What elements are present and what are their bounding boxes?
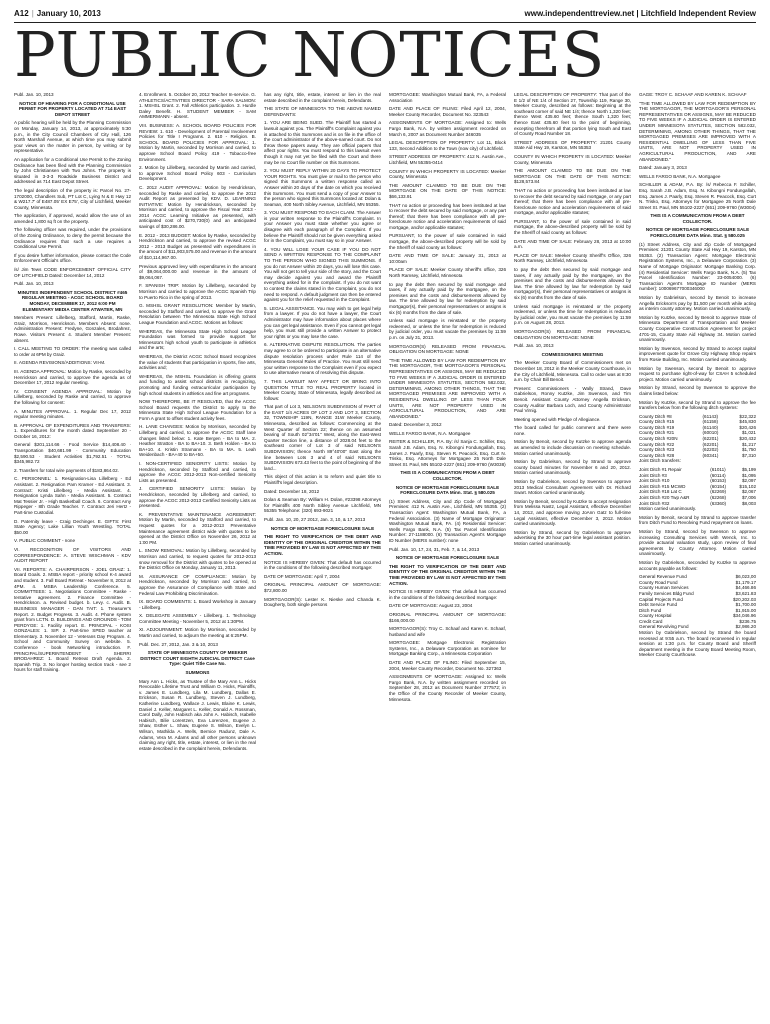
publication-date: Publ. Jan. 10, 2013: [514, 343, 554, 349]
notice-paragraph: Motion by Kutzke, second by Benoit to approve State of Minnesota Department of Transportation and Meeker County Cooperative Construction Agreement for project 4701-15, County State Aid Highway 34. Motion carried unanimously.: [639, 314, 756, 343]
table-cell: (61011): [710, 467, 726, 473]
fee-table: [639, 414, 756, 459]
notice-paragraph: Publ. Jan. 10, 2013: [14, 92, 54, 97]
table-cell: $2,097: [741, 478, 756, 484]
notice-paragraph: ASSIGNMENTS OF MORTGAGE: Assigned to: Wells Fargo Bank, N.A. by written assignment recorded on September 28, 2012 as Document Number 377572; in the Office of the County Recorder of Meeker County, Minnesota.: [389, 674, 506, 702]
table-cell: Family Services Bldg Fund: [639, 590, 694, 596]
header-rule: [14, 22, 756, 23]
table-cell: (62269): [710, 489, 727, 495]
notice-paragraph: 3. YOU MUST RESPOND TO EACH CLAIM. The Answer is your written response to the Plaintiff's Complaint. In your Answer you must state whether you agree or disagree with each paragraph of the Complaint. If you believe the Plaintiff should not be given everything asked for in the Complaint, you must say so in your Answer.: [264, 210, 381, 244]
notice-paragraph: III. AGENDA APPROVAL: Motion by Raske, seconded by Henrickson and carried, to approve the agenda as of December 17, 2012 regular meeting.: [14, 368, 131, 386]
column-5: [514, 92, 631, 1014]
notice-paragraph: F. SPANISH TRIP: Motion by Lillelberg, seconded by Morrison and carried to approve the ACGC Spanish Trip to Puerto Rico in the spring of 2013.: [139, 283, 256, 300]
notice-paragraph: DATE AND PLACE OF FILING: Filed April 12, 2004, Meeker County Recorder, Document No. 323543: [389, 106, 506, 117]
notice-paragraph: NOTICE OF MORTGAGE FORECLOSURE SALE: [395, 555, 500, 561]
notice-paragraph: THAT no action or proceeding has been instituted at law to recover the debt secured by said mortgage, or any part thereof; that there has been compliance with all pre-foreclosure notice and acceleration requirements of said mortgage, and/or applicable statutes;: [389, 202, 506, 230]
notice-paragraph: A public hearing will be held by the Planning Commission on Monday, January 14, 2013, at approximately 5:30 p.m., in the City Council Chambers of City Hall, 126 North Marshall Avenue, at which time you may submit your views on the matter in person, by writing or by representative.: [14, 120, 131, 154]
table-cell: $15,102: [739, 483, 756, 489]
table-cell: County Ditch #15: [639, 419, 675, 425]
notice-paragraph: G. MSHSL GRANT RESOLUTION: Member by Martin, seconded by Stafford and carried, to approve the Grant Resolution between The Minnesota State High School League Foundation and ACGC. Motions as follows:: [139, 303, 256, 325]
notice-paragraph: This object of this action is to reform and quiet title to Plaintiff's legal description.: [264, 474, 381, 485]
table-cell: (60114): [710, 472, 726, 478]
table-cell: $1,021: [741, 430, 756, 436]
notice-paragraph: DATE OF MORTGAGE: August 23, 2004: [389, 603, 473, 609]
notice-paragraph: "THE TIME ALLOWED BY LAW FOR REDEMPTION BY THE MORTGAGOR, THE MORTGAGOR'S PERSONAL REPRESENTATIVES OR ASSIGNS, MAY BE REDUCED TO FIVE WEEKS IF A JUDICIAL ORDER IS ENTERED UNDER MINNESOTA STATUTES, SECTION 582.032, DETERMINING, AMONG OTHER THINGS, THAT THE MORTGAGED PREMISES ARE IMPROVED WITH A RESIDENTIAL DWELLING OF LESS THAN FOUR UNITS, ARE NOT PROPERTY USED IN AGRICULTURAL PRODUCTION, AND ARE ABANDONED.": [389, 357, 506, 419]
notice-paragraph: M. ASSURANCE OF COMPLIANCE: Motion by Hendrickson, seconded by Morrison and carried, to approve the Assurance of Compliance with State and Federal Law Prohibiting Discrimination.: [139, 573, 256, 596]
notice-paragraph: Dated: December 3, 2012: [389, 422, 442, 428]
notice-paragraph: 6. ALTERNATIVE DISPUTE RESOLUTION. The parties may agree to or be ordered to participate in an alternative dispute resolution process under Rule 114 of the Minnesota General Rules of Practice. You must still send your written response to the Complaint even if you expect to use alternative means of resolving this dispute.: [264, 342, 381, 376]
table-cell: $2,067: [741, 489, 756, 495]
notice-paragraph: ORIGINAL PRINCIPAL AMOUNT OF MORTGAGE: $166,000.00: [389, 611, 506, 623]
table-cell: (62201): [702, 441, 719, 447]
table-cell: $4,466.86: [735, 585, 756, 591]
notice-paragraph: has any right, title, estate, interest or lien in the real estate described in the complaint herein, Defendants.: [264, 92, 381, 103]
notice-paragraph: D. Paternity leave - Craig Dechinger. E. GIFTS: First State Agency; Lake Lillian Youth Wrestling. TOTAL $50.00: [14, 518, 131, 535]
notice-paragraph: Joint Ditch transfers:: [639, 458, 681, 464]
table-cell: $3,621.83: [735, 590, 756, 596]
table-cell: $20,202.03: [733, 596, 756, 602]
notice-paragraph: Motion by Benoit, second by Kutzke to accept resignation from Melissa Nastz, Legal Assistant, effective December 14, 2012, and approve moving JoAnn Gatz to full-time Legal Assistant, effective December 3, 2012. Motion carried unanimously.: [514, 498, 631, 527]
notice-paragraph: Mary Ann L. Hicks, as Trustee of the Mary Ann L. Hicks Revocable Lifetime Trust and William O. Hicks, Plaintiffs, v. James E. Lundberg, Lila M. Lundberg, Dallas E. Erickson, Susan R. Lundberg, Steven J. Lundberg, Katherine Lundberg, Wallace J. Lewis, Blaine K. Lewis, Daniel J. Keller, Margaret L. Keller, Donald A. Rossman, Carol Dally, John Habisch aka John A. Habisch, Isabelle Habisch, Bilie Lorentzen, Eva Lorenzen, Eugene J. Shaw, Esther L. Shaw, Eugene S. Wilson, Evelyn L. Wilson, Mathilda A. Wells, Bernice Radunz, Dale A. Adams, Vera M. Adams and all other persons unknown claiming any right, title, estate, interest, or lien in the real estate described in the complaint herein, Defendants.: [139, 678, 256, 751]
notice-paragraph: 7. THIS LAWSUIT MAY AFFECT OR BRING INTO QUESTION TITLE TO REAL PROPERTY located in Meeker County, State of Minnesota, legally described as follows:: [264, 378, 381, 401]
notice-paragraph: Meeting opened with Pledge of Allegiance.: [514, 416, 601, 422]
notice-paragraph: NOTICE OF MORTGAGE FORECLOSURE SALE FORECLOSURE DATA Minn. Stat. § 580.025: [395, 484, 500, 496]
table-cell: $1,217: [741, 441, 756, 447]
notice-paragraph: MORTGAGOR(S): Lester K. Nieske and Chanda K. Dougherty, both single persons: [264, 596, 381, 608]
table-cell: (62201): [702, 436, 719, 442]
notice-heading: COMMISSIONERS MEETING: [541, 351, 604, 357]
notice-paragraph: II. AGENDA REVISIONS/ADDITIONS: VII-M.: [14, 360, 106, 366]
notice-paragraph: PURSUANT, to the power of sale contained in said mortgage, the above-described property will be sold by the Sheriff of said county as follows:: [389, 233, 506, 250]
column-1: [14, 92, 131, 1014]
notice-paragraph: DATE AND TIME OF SALE: February 28, 2013 at 10:00 a.m.: [514, 238, 631, 250]
notice-paragraph: MORTGAGEE: Mortgage Electronic Registration Systems, Inc., a Delaware Corporation as nominee for Mortgage Banking Corp., a Minnesota Corporation: [389, 640, 506, 657]
column-3: [264, 92, 381, 1014]
notice-paragraph: ASSIGNMENTS OF MORTGAGE: Assigned to: Wells Fargo Bank, N.A. by written assignment recorded on March 6, 2007 as Document Number 346035: [389, 120, 506, 137]
table-cell: $1,700.00: [735, 602, 756, 608]
table-cell: Capital Projects Fund: [639, 596, 683, 602]
table-cell: $8,003: [741, 500, 756, 506]
notice-paragraph: Motion carried unanimously.: [639, 506, 697, 512]
table-cell: County Ditch #22: [639, 441, 675, 447]
table-cell: County Human Services: [639, 585, 689, 591]
notice-paragraph: COUNTY IN WHICH PROPERTY IS LOCATED: Meeker County, Minnesota: [514, 153, 631, 165]
table-cell: $1,179.17: [735, 579, 756, 585]
notice-paragraph: IX. BOARD COMMENTS: 1. Board Workshop in January - Lillelberg.: [139, 599, 256, 610]
notice-paragraph: WELLS FARGO BANK, N.A. Mortgagee: [639, 173, 721, 179]
notice-paragraph: 2. YOU MUST REPLY WITHIN 20 DAYS TO PROTECT YOUR RIGHTS. You must give or mail to the person who signed this Summons a written response called an Answer within 20 days of the date on which you received this Summons. You must send a copy of your Answer to the person who signed this Summons located at: Dolan & Seaman, 400 North Sibley Avenue, Litchfield, MN 55355.: [264, 168, 381, 207]
notice-paragraph: THIS IS A COMMUNICATION FROM A DEBT COLLECTOR.: [650, 213, 745, 224]
page-number: A12: [14, 8, 29, 18]
notice-paragraph: THE STATE OF MINNESOTA TO THE ABOVE NAMED DEFENDANTS:: [264, 106, 381, 117]
notice-paragraph: The board called for public comment and there were none.: [514, 425, 631, 436]
table-cell: Joint Ditch #32: [639, 500, 670, 506]
fee-table: [639, 574, 756, 630]
notice-paragraph: General $201,114.66 · Food Service $14,408.40 · Transportation $40,681.99 · Community Education $2,590.53 · Student Activities $1,792.51 · TOTAL $345,982.72: [14, 442, 131, 465]
notice-paragraph: to pay the debt then secured by said mortgage and taxes, if any actually paid by the mortgagee, on the premises and the costs and disbursements allowed by law. The time allowed by law for redemption by said mortgagor(s), their personal representatives or assigns is six (6) months from the date of sale.: [389, 281, 506, 315]
notice-paragraph: Publ. Jan. 10, 20, 27 2012, Jan. 3, 10, & 17, 2013: [264, 516, 366, 522]
notice-paragraph: SCHILLER & ADAM, P.A. By: /s/ Rebecca F. Schiller, Esq. Sarah J.B. Adam, Esq. N. Kibongni Fondungallah, Esq. James J. Paarly, Esq. Steven R. Peacock, Esq. Curt N. Trisko, Esq. Attorneys for Mortgagee 25 North Dale Street St. Paul, MN 55102-2227 (651) 209-9760 (W3004): [639, 182, 756, 210]
table-cell: (61143): [702, 413, 719, 419]
notice-paragraph: 5. LEGAL ASSISTANCE. You may wish to get legal help from a lawyer. If you do not have a lawyer, the Court Administrator may have information about places where you can get legal assistance. Even if you cannot get legal help, you must still provide a written Answer to protect your rights or you may lose the case.: [264, 305, 381, 339]
notice-paragraph: Unless said mortgage is reinstated or the property redeemed, or unless the time for redemption is reduced by judicial order, you must vacate the premises by 11:59 p.m. on August 28, 2013.: [514, 303, 631, 326]
notice-paragraph: An application for a Conditional Use Permit to the Zoning Ordinance has been filed with the Planning Commission by John Christiansen with Two Johns. The property is situated in 3-3-3 Roadside Business District and addressed as 714 East Depot Street.: [14, 156, 131, 185]
notice-paragraph: Dolan & Seaman By: William H. Dolan, #23398 Attorneys for Plaintiffs 400 North Sibley Avenue Litchfield, MN 55355 Telephone: (320) 693-9021: [264, 497, 381, 514]
notice-paragraph: SUMMONS: [185, 670, 210, 676]
notice-paragraph: Motion by Gabrielson, second by Strand to approve county board minutes for November 6 and 20, 2012. Motion carried unanimously.: [514, 459, 631, 476]
table-cell: (63360): [710, 500, 727, 506]
notice-paragraph: WHEREAS, the District ACGC School Board recognizes the value of students that participation in sports, fine arts, activities and;: [139, 353, 256, 371]
notice-paragraph: Unless said mortgage is reinstated or the property redeemed, or unless the time for redemption is reduced by judicial order, you must vacate the premises by 11:59 p.m. on July 31, 2013.: [389, 318, 506, 340]
notice-paragraph: ORIGINAL PRINCIPAL AMOUNT OF MORTGAGE: $72,800.00: [264, 582, 381, 593]
notice-paragraph: STREET ADDRESS OF PROPERTY: 412 N. Austin Ave., Litchfield, MN 55355-0414: [389, 154, 506, 165]
table-cell: County Ditch #23: [639, 447, 675, 453]
table-cell: (61140): [702, 424, 719, 430]
notice-paragraph: Dated: December 18, 2012: [264, 488, 320, 494]
table-cell: (60153): [710, 478, 727, 484]
notice-paragraph: PURSUANT, to the power of sale contained in said mortgage, the above-described property will be sold by the Sheriff of said county as follows:: [514, 218, 631, 236]
notice-paragraph: THE RIGHT TO VERIFICATION OF THE DEBT AND IDENTITY OF THE ORIGINAL CREDITOR WITHIN THE TIME PROVIDED BY LAW IS NOT AFFECTED BY THIS ACTION.: [389, 563, 506, 586]
section-banner: PUBLIC NOTICES: [14, 26, 606, 84]
notice-paragraph: WHEREAS, the Minnesota State High School League Foundation was formed to provide support for Minnesota's high school youth to participate in athletics and the arts;: [139, 328, 256, 351]
notice-paragraph: MORTGAGOR(S): Troy C. Schaaf and Karen K. Schaaf, husband and wife: [389, 626, 506, 637]
table-cell: $1,750: [741, 447, 756, 453]
table-cell: County Hospital: [639, 613, 672, 619]
notice-paragraph: (1) Street Address, City and Zip Code of Mortgaged Premises: 21201 County State Aid Hwy 19, Karston, MN 55353. (2) Transaction Agent: Mortgage Electronic Registration Systems, Inc., a Delaware Corporation. (3) Name of Mortgage Originator: Mortgage Banking Corp. (4) Residential Servicer: Wells Fargo Bank, N.A. (5) Tax Parcel Identification Number: 23-0054000. (6) Transaction Agent's Mortgage ID Number (MERS number): 100069677000346000: [639, 241, 756, 292]
table-cell: Joint Ditch #1 Repair: [639, 467, 682, 473]
table-cell: $236.75: [739, 618, 756, 624]
table-cell: County Ditch #8: [639, 413, 672, 419]
notice-paragraph: The application, if approved, would allow the use of an amended 1,800 sq ft on the property.: [14, 213, 131, 224]
notice-paragraph: If you desire further information, please contact the Code Enforcement Official's office.: [14, 252, 131, 264]
notice-paragraph: (1) Street Address, City and Zip Code of Mortgaged Premises: 412 N. Austin Ave., Litchfield, MN 55355. (2) Transaction Agent: Washington Mutual Bank, FA, a Federal Association. (3) Name of Mortgage Originator: Washington Mutual Bank, FA. (4) Residential Servicer: Wells Fargo Bank, N.A. (5) Tax Parcel Identification Number: 27-1188000. (6) Transaction Agent's Mortgage ID Number (MERS number): none: [389, 498, 506, 543]
notice-paragraph: A. MINUTES APPROVAL. 1. Regular Dec 17, 2012 regular meeting minutes.: [14, 408, 131, 420]
notice-paragraph: /s/ Jim Tews CODE ENFORCEMENT OFFICIAL CITY OF LITCHFIELD Dated: December 14, 2012: [14, 267, 131, 278]
table-cell: General Revolving Fund: [639, 624, 689, 630]
notice-paragraph: GAGE: TROY C. SCHAAF AND KAREN K. SCHAAF: [639, 92, 747, 97]
table-cell: $5,199: [741, 467, 756, 473]
notice-paragraph: DATE AND PLACE OF FILING: Filed September 15, 2004, Meeker County Recorder, Document No. 327363: [389, 660, 506, 671]
notice-paragraph: L. SNOW REMOVAL: Motion by Lillelberg, seconded by Morrison and carried, to request quotes for 2012-2013 snow removal for the District with quotes to be opened at the District Office on Monday, January 11, 2013.: [139, 548, 256, 571]
notice-paragraph: 4. YOU WILL LOSE YOUR CASE IF YOU DO NOT SEND A WRITTEN RESPONSE TO THE COMPLAINT TO THE PERSON WHO SIGNED THIS SUMMONS. If you do not Answer within 20 days, you will lose this case. You will not get to tell your side of the story, and the Court may decide against you and award the Plaintiff everything asked for in the complaint. If you do not want to contest the claims stated in the Complaint, you do not need to respond. A default judgment can then be entered against you for the relief requested in the Complaint.: [264, 246, 381, 303]
table-cell: $1,915.00: [735, 607, 756, 613]
notice-paragraph: H. LANE CHANGES: Motion by Morrison, seconded by Lillelberg and carried, to approve the ACGC Staff lane changes listed below: 1. Kate Bergen - BA to MA. 2. Heather Stratton - BA to BA+10. 3. Beth Holden - BA to BA+10. 4. Kristin Stramann - BA to MA. 5. Leah Weidenbach - BA+40 to BA+50.: [139, 424, 256, 458]
page-header: [14, 6, 756, 20]
table-cell: $34,046.96: [733, 613, 756, 619]
table-cell: County Ditch #20N: [639, 436, 678, 442]
notice-paragraph: 1. YOU ARE BEING SUED. The Plaintiff has started a lawsuit against you. The Plaintiff's Complaint against you is attached to this Summons and is on file in the office of the court administrator of the above-named court. Do not throw these papers away. They are official papers that affect your rights. You must respond to this lawsuit even though it may not yet be filed with the Court and there may be no Court file number on this Summons.: [264, 120, 381, 165]
table-cell: $20,426: [739, 424, 756, 430]
notice-paragraph: MORTGAGEE: Washington Mutual Bank, FA, a Federal Association: [389, 92, 506, 103]
table-cell: Credit Card: [639, 618, 663, 624]
table-cell: $6,023,00: [735, 574, 756, 580]
notice-paragraph: Motion by Swenson, second by Strand to accept capital improvement quote for Grove City Highway Shop repairs from Rosie Building, Inc. Motion carried unanimously.: [639, 345, 756, 362]
notice-paragraph: THE RIGHT TO VERIFICATION OF THE DEBT AND IDENTITY OF THE ORIGINAL CREDITOR WITHIN THE TIME PROVIDED BY LAW IS NOT AFFECTED BY THIS ACTION.: [264, 534, 381, 556]
table-cell: $20,432: [739, 436, 756, 442]
notice-paragraph: THE AMOUNT CLAIMED TO BE DUE ON THE MORTGAGE ON THE DATE OF THIS NOTICE: $128,573.84: [514, 168, 631, 185]
notice-paragraph: THIS IS A COMMUNICATION FROM A DEBT COLLECTOR.: [400, 470, 495, 482]
notice-paragraph: NOTICE IS HEREBY GIVEN: That default has occurred in the conditions of the following described mortgage:: [389, 589, 506, 600]
notice-paragraph: Members Present: Lillelberg, Stafford, Martin, Raske, Graiz, Morrison, Henrickson. Members Absent: none. Administration Present: Fredyne, Gonzales, Brodahrez, Rowe. Visitors Present: 4. Student Member Present: absent.: [14, 315, 131, 343]
notice-paragraph: STATE OF MINNESOTA COUNTY OF MEEKER DISTRICT COURT EIGHTH JUDICIAL DISTRICT Case Type: Quiet Title Case No.: [140, 650, 255, 667]
notice-paragraph: VI. RECOGNITION OF VISITORS AND CORRESPONDENCE: A. STEVE WISCHMAN - KDV AUDIT REPORT: [14, 546, 131, 564]
notice-paragraph: MINUTES INDEPENDENT SCHOOL DISTRICT #465 REGULAR MEETING - ACGC SCHOOL BOARD MONDAY, DECEMBER 17, 2012 6:00 PM ELEMENTARY MEDIA CENTER ATWATER, MN: [17, 289, 128, 312]
notice-paragraph: THAT no action or proceeding has been instituted at law to recover the debt secured by said mortgage, or any part thereof; that there has been compliance with all pre-foreclosure notice and acceleration requirements of said mortgage, and/or applicable statutes;: [514, 187, 631, 216]
table-cell: $1,095: [741, 472, 756, 478]
notice-paragraph: B. APPROVAL OF EXPENDITURES AND TRANSFERS: 1. Expenditures for the month dated September 20 - October 16, 2012:: [14, 422, 131, 439]
notice-paragraph: E. 2012 - 2013 BUDGET: Motion by Raske, seconded by Hendrickson and carried, to approve the revised ACGC 2012 - 2013 Budget as presented with expenditures in the amount of $11,903,575.00 and revenue in the amount of $10,114,967.00.: [139, 232, 256, 261]
notice-paragraph: 4. Enrollment. 5. October 20, 2012 Teacher In-service. G. ATHLETICS/ACTIVITIES DIRECTOR - SARA SALMON: 1. MSHSL Grant. 2. Fall Athletics participation. 3. Hurdle Daley Benefit. H. STUDENT MEMBER - SAM AMMERMANN - absent.: [139, 92, 256, 120]
table-cell: General Revenue Fund: [639, 574, 687, 580]
site-url: www.independenttreview.net | Litchfield Independent Review: [524, 8, 756, 18]
notice-paragraph: DATE AND TIME OF SALE: January 31, 2013 at 10:00am: [389, 253, 506, 264]
notice-paragraph: I. CALL MEETING TO ORDER: The meeting was called to order at 6PM by Graiz.: [14, 346, 131, 357]
notice-paragraph: The following officer was required, under the provisions of the Zoning Ordinance, to deny the permit because the Ordinance requires that such a use requires a Conditional Use Permit.: [14, 227, 131, 250]
notice-paragraph: IV. CONSENT AGENDA APPROVAL: Motion by Lillelberg, seconded by Raske and carried, to approve the following for consent:: [14, 388, 131, 405]
notice-paragraph: Motion by Strand, second by Gabrielson to approve advertising the 30 hour part-time legal assistant position. Motion carried unanimously.: [514, 529, 631, 546]
notice-paragraph: The legal description of the property is: Parcel No. 27-1702000, Chandlers Sub, PT Lot C, Lying N & E Hwy 12 & W217.7' of E487.05' EX E75', City of Litchfield, Meeker County, Minnesota.: [14, 187, 131, 210]
table-cell: County Ditch #21: [639, 430, 675, 436]
notice-paragraph: Motion by Gabrielson, second by Swenson to approve 2013 Medical Consultant Agreement with Dr. Richard Swart. Motion carried unanimously.: [514, 479, 631, 496]
table-cell: (62202): [702, 447, 719, 453]
table-cell: (60341): [702, 452, 719, 458]
notice-paragraph: NOW THEREFORE, BE IT RESOLVED, that the ACGC School Board requests the District to apply to the Minnesota State High School League Foundation for a Form A grant to offset student activity fees.: [139, 399, 256, 421]
notice-paragraph: Publ. Jan. 10, 2013: [14, 281, 54, 287]
table-cell: (61158): [702, 419, 719, 425]
fee-table: [639, 467, 756, 506]
notice-paragraph: Motion by Swenson, second by Benoit to approve request to purchase right-of-way for CSAH 5 scheduled project. Motion carried unanimously.: [639, 365, 756, 382]
notice-paragraph: VIII. BUSINESS: A. SCHOOL BOARD POLICIES FOR REVIEW: 1. 610 - Development of Parental Involvement Policies for Title I Programs. 2. 610 - Religion. B. SCHOOL BOARD POLICIES FOR APPROVAL: 1. Motion by Martin, seconded by Morrison and carried, to approve School Board Policy 419 - Tobacco-free Environment.: [139, 122, 256, 162]
column-6: [639, 92, 756, 1014]
notice-paragraph: V. PUBLIC COMMENT - none: [14, 538, 76, 544]
notice-paragraph: Motion by Benoit, second by Strand to approve transfer from Ditch Fund to Revolving Fund repayment on loans.: [639, 514, 756, 526]
table-cell: (60010): [702, 430, 719, 436]
notice-paragraph: MORTGAGOR(S) RELEASED FROM FINANCIAL OBLIGATION ON MORTGAGE: NONE: [389, 343, 506, 355]
notice-paragraph: Motion by Strand, second by Swenson to approve increasing Consulting Services with Wenck, Inc. to provide actuarial valuation study, upon review of final agreements by County Attorney. Motion carried unanimously.: [639, 528, 756, 557]
table-cell: Joint Ditch #20 Twp A&R: [639, 495, 690, 500]
notice-columns: [14, 92, 756, 1014]
notice-paragraph: Publ. Dec. 27, 2012, Jan. 3 & 10, 2013: [139, 641, 218, 647]
notice-paragraph: Motion by Gabrielson, seconded by Kutzke to approve accounts payable as follows:: [639, 559, 756, 571]
notice-paragraph: STREET ADDRESS OF PROPERTY: 21201 County State Aid Hwy 19, Karston, MN 55353: [514, 139, 631, 151]
notice-paragraph: Present: Commissioners - Wally Strand, Dave Gabrielson, Ronny Kutzke, Jim Swenson, and Tim Benoit. Assistant County Attorney Angella Erickson, County Auditor Barbara Loch, and County Administrator Paul Virnig.: [514, 385, 631, 414]
notice-paragraph: Dated: January 3, 2013: [639, 165, 687, 171]
notice-paragraph: Previous approved levy with expenditures in the amount of $9,064,000.00 and revenue in the amount of $9,064,067.: [139, 263, 256, 280]
notice-paragraph: 2. Transfers for total wire payments of $183,864.02.: [14, 467, 119, 473]
notice-paragraph: NOTICE OF HEARING FOR A CONDITIONAL USE PERMIT FOR PROPERTY LOCATED AT 714 EAST DEPOT STREET: [18, 100, 127, 117]
notice-paragraph: Motion by Kutzke, second by Strand to approve the fee transfers below from the following ditch systems:: [639, 399, 756, 411]
column-4: [389, 92, 506, 1014]
page-folio: A12 | January 10, 2013: [14, 8, 101, 18]
table-cell: Joint Ditch #10: [639, 478, 670, 484]
table-cell: Joint Ditch #15 MCWD: [639, 483, 686, 489]
table-cell: $7,310: [741, 452, 756, 458]
table-cell: $22,322: [739, 413, 756, 419]
notice-paragraph: X. DELEGATE ASSEMBLY - Lillelberg. 1. Technology Committee Meeting - November 5, 2012 at 1:30PM.: [139, 613, 256, 624]
table-cell: (60154): [710, 483, 727, 489]
notice-paragraph: COUNTY IN WHICH PROPERTY IS LOCATED: Meeker County, Minnesota: [389, 168, 506, 180]
notice-paragraph: DATE OF MORTGAGE: April 7, 2004: [264, 573, 340, 579]
notice-paragraph: REITER & SCHILLER, P.A. By: /s/ Sanja C. Schiller, Esq. Sarah J.B. Adam, Esq. N. Kibongni Fondungallah, Esq. James J. Paarly, Esq. Steven R. Peacock, Esq. Curt N. Trisko, Esq. Attorneys for Mortgagee 25 North Dale Street St. Paul, MN 55102-2227 (651) 209-9760 (W3038): [389, 439, 506, 467]
table-cell: $45,830: [739, 419, 756, 425]
notice-paragraph: to pay the debt then secured by said mortgage and taxes, if any actually paid by the mortgagee, on the premises and the costs and disbursements allowed by law. The time allowed by law for redemption by said mortgagor(s), their personal representatives or assigns is six (6) months from the date of sale.: [514, 267, 631, 300]
notice-paragraph: NOTICE IS HEREBY GIVEN: That default has occurred in the conditions of the following described mortgage:: [264, 559, 381, 571]
notice-paragraph: 2. Motion by Lillelberg, seconded by Martin and carried, to approve School Board Policy 603 - Curriculum Development.: [139, 165, 256, 182]
notice-paragraph: That part of Lot 3, NELSON'S SUBDIVISION of PART of the EAST 1/4 ACRES OF LOT 2 AND LOT 3, SECTION 32, TOWNSHIP 119N, RANGE 31W Meeker County, Minnesota, described as follows: Commencing at the West Quarter of Section 22; thence on an assumed bearing of South 02°34'01" West, along the East-West Quarter Section line, a distance of 2028.04 feet to the southeast corner of Lot 3 of said NELSON'S SUBDIVISION; thence North 89°40'00" East along the line between Lots 3 and 4 of said NELSON'S SUBDIVISION 673.43 feet to the point of beginning of the land...: [264, 404, 381, 471]
notice-paragraph: LEGAL DESCRIPTION OF PROPERTY: That part of the E 1/2 of NE 1/4 of Section 27, Township 119, Range 30, Meeker County, described as follows: Beginning at the southeast corner of said NE 1/4; thence North 1,320 feet; thence West 435.60 feet; thence South 1,320 feet; thence East 435.60 feet to the point of beginning, excepting therefrom all that portion lying South and East of County Road Number 18.: [514, 92, 631, 137]
column-2: [139, 92, 256, 1014]
notice-paragraph: "THE TIME ALLOWED BY LAW FOR REDEMPTION BY THE MORTGAGOR, THE MORTGAGOR'S PERSONAL REPRESENTATIVES OR ASSIGNS, MAY BE REDUCED TO FIVE WEEKS IF A JUDICIAL ORDER IS ENTERED UNDER MINNESOTA STATUTES, SECTION 582.032, DETERMINING, AMONG OTHER THINGS, THAT THE MORTGAGED PREMISES ARE IMPROVED WITH A RESIDENTIAL DWELLING OF LESS THAN FIVE UNITS, ARE NOT PROPERTY USED IN AGRICULTURAL PRODUCTION, AND ARE ABANDONED.": [639, 100, 756, 162]
table-cell: $2,986.20: [735, 624, 756, 630]
notice-paragraph: K. PREVENTATIVE MAINTENANCE AGREEMENT: Motion by Martin, seconded by Stafford and carried, to request quotes for a 2012-2013 Preventative Maintenance agreement district wide with quotes to be opened at the District Office on November 26, 2012 at 1:00 PM.: [139, 511, 256, 545]
page-date: January 10, 2013: [36, 8, 101, 18]
table-cell: $7,006: [741, 495, 756, 500]
table-cell: Ditch Fund: [639, 607, 662, 613]
notice-paragraph: Motion by Benoit, second by Kutzke to approve agenda as amended to include discussion on meeting schedule. Motion carried unanimously.: [514, 439, 631, 456]
notice-paragraph: Motion by Gabrielson, second by Strand the board recessed at 9:55 a.m. The board reconvened in regular session at 1:30 p.m. for County Board and Sheriff department meeting in the County Board Meeting Room, Meeker County Courthouse.: [639, 630, 756, 658]
notice-paragraph: NOTICE OF MORTGAGE FORECLOSURE SALE FORECLOSURE DATA Minn. Stat. § 580.025: [645, 227, 750, 239]
table-cell: County Ditch #28: [639, 452, 675, 458]
notice-paragraph: WELLS FARGO BANK, N.A. Mortgagee: [389, 430, 471, 436]
notice-paragraph: VII. REPORTS: A. CHAIRPERSON - JOEL GRAIZ: 1. Board Goals. 2. MSBA report - priority school K-4 award and student. 3. Fall Board Retreat - November 8, 2012 at 4PM. 4. MSBA Leadership Conference. 5. COMMITTEES: 1. Negotiations Committee - Raske - tentative agreement. 2. Finance Committee - Hendrickson. a. Revised budget. b. Levy. c. Audit. B. BUSINESS MANAGER - DAN TAIT: 1. Treasurer's Report. 2. Budget Progress. 3. Audit. 4. Phone system grant from LCTN. D. BUILDINGS AND GROUNDS - TOM PERDYGE: 1. Facility report. E. PRINCIPAL - KOSI GONZALES: 1. SIP. 2. Part-time SPED teacher at Elementary. 3. November 12 - Veterans Day Program. 4. School and Community Survey on website. 5. Conference - book Networking introduction. F. PRINCIPAL/SUPERINTENDENT - SHERRI BRODAHREZ: 1. Board Retreat Draft Agenda. 2. Spanish Trip. 3. No longer hosting section track - see 2 hours for staff training.: [14, 566, 131, 673]
notice-paragraph: NOTICE OF MORTGAGE FORECLOSURE SALE: [270, 525, 375, 531]
table-cell: Joint Ditch #3: [639, 472, 667, 478]
notice-paragraph: C. PERSONNEL: 1. Resignation-Lisa Lillelberg - Ed Assistant. 2. Resignation Pam Kramer - Ed Assistant. 3. Contract: Kristi Lillelberg - Media Assistant. 4. Resignation Lynda Sahn - Media Assistant. 5. Contract Mat Tessier Jr. - High Basketball Coach. 6. Contract Amy Rippeger - 8th Grade Teacher. 7. Contract Jeri Hertz - Part-time Custodial.: [14, 476, 131, 515]
notice-paragraph: Publ. Jan. 10, 17, 24, 31, Feb. 7, & 14, 2013: [389, 546, 480, 552]
notice-paragraph: WHEREAS, the MSHSL Foundation is offering grants and funding to assist school districts in recognizing, promoting and funding extracurricular participation by high school students in athletics and fine art programs.: [139, 373, 256, 396]
notice-paragraph: J. CERTIFIED SENIORITY LISTS: Motion by Hendrickson, seconded by Lillelberg and carried, to approve the ACGC 2012-2013 Certified Seniority Lists as presented.: [139, 486, 256, 509]
notice-paragraph: XI. ADJOURNMENT: Motion by Morrison, seconded by Martin and carried, to adjourn the meeting at 6:25PM.: [139, 627, 256, 639]
table-cell: County Ditch #19: [639, 424, 675, 430]
table-cell: Debt Service Fund: [639, 602, 678, 608]
notice-paragraph: LEGAL DESCRIPTION OF PROPERTY: Lot 11, Block 133, Second Addition to the Town (now city) of Litchfield.: [389, 140, 506, 151]
table-cell: (62268): [710, 495, 727, 500]
notice-paragraph: PLACE OF SALE: Meeker County Sheriff's Office, 326 North Ramsey, Litchfield, Minnesota: [514, 252, 631, 264]
notice-paragraph: PLACE OF SALE: Meeker County Sheriff's office, 326 North Ramsey, Litchfield, Minnesota: [389, 267, 506, 279]
notice-paragraph: Motion by Strand, second by Swenson to approve the claims listed below:: [639, 385, 756, 396]
table-cell: Joint Ditch #18 Lat C: [639, 489, 682, 495]
table-cell: County Road Fund: [639, 579, 678, 585]
notice-paragraph: THE AMOUNT CLAIMED TO BE DUE ON THE MORTGAGE ON THE DATE OF THIS NOTICE: $66,133.91: [389, 182, 506, 199]
notice-paragraph: Motion by Gabrielson, second by Benoit to increase Angella Erickson's pay by $1,500 per month while acting as interim county attorney. Motion carried unanimously.: [639, 295, 756, 312]
notice-paragraph: I. NON-CERTIFIED SENIORITY LISTS: Motion by Hendrickson, seconded by Stafford and carried, to approve the ACGC 2012-2013 Non-certified Seniority Lists as presented.: [139, 461, 256, 483]
notice-paragraph: The Meeker County Board of Commissioners met on December 18, 2012 in the Meeker County Courthouse, in the City of Litchfield, Minnesota. Call to order was at 8:30 a.m. by Chair Bill Benoit.: [514, 360, 631, 383]
notice-paragraph: MORTGAGOR(S) RELEASED FROM FINANCIAL OBLIGATION ON MORTGAGE: NONE: [514, 328, 631, 340]
notice-paragraph: C. 2012 AUDIT APPROVAL: Motion by Hendrickson, seconded by Raske and carried, to approve the 2012 Audit Report as presented by KDV. D. LEARNING INITIATIVE: Motion by Hendrickson, seconded by Morrison and carried, to approve the Fiscal Year 2013 - 2014 ACGC Learning Initiative as presented, with anticipated cost of $270,730(0) and an anticipated savings of $30,286.00.: [139, 184, 256, 230]
